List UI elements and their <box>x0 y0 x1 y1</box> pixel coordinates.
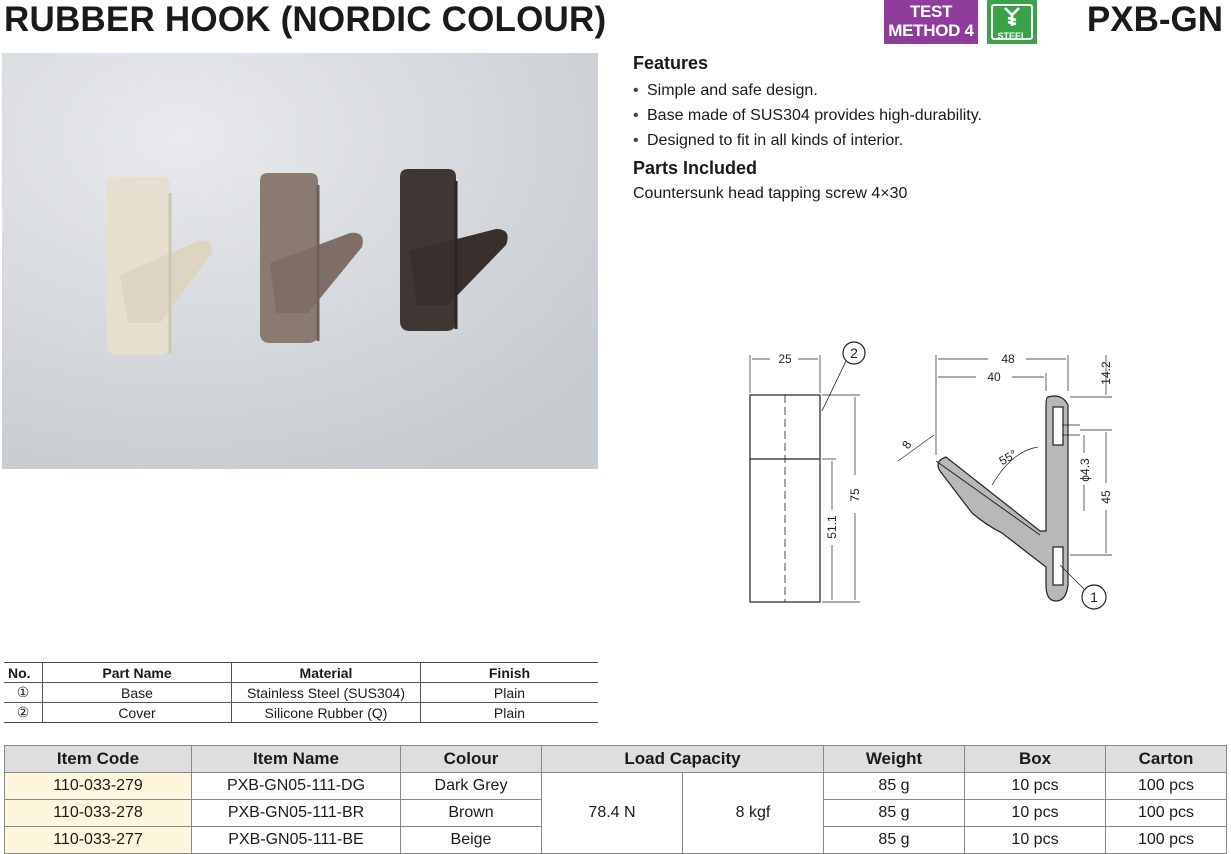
product-photo <box>2 53 598 469</box>
test-badge-line1: TEST <box>909 2 953 21</box>
cell: Silicone Rubber (Q) <box>232 703 421 723</box>
screw-icon <box>1003 5 1021 27</box>
item-colour: Dark Grey <box>401 773 542 800</box>
item-colour: Brown <box>401 800 542 827</box>
feature-item: • Base made of SUS304 provides high-durability. <box>633 107 982 124</box>
cell: Plain <box>421 683 599 703</box>
parts-table-header <box>4 663 598 683</box>
feature-item: • Simple and safe design. <box>633 82 818 99</box>
cell: ② <box>4 703 43 723</box>
item-name: PXB-GN05-111-DG <box>192 773 401 800</box>
col-header: Weight <box>824 746 965 773</box>
item-weight: 85 g <box>824 827 965 854</box>
item-carton: 100 pcs <box>1106 827 1227 854</box>
parts-table <box>4 662 598 723</box>
cell: Base <box>43 683 232 703</box>
table-row <box>4 703 598 723</box>
item-code: 110-033-279 <box>5 773 192 800</box>
model-code: PXB-GN <box>1086 0 1223 39</box>
feature-text: Base made of SUS304 provides high-durability. <box>647 107 982 124</box>
item-box: 10 pcs <box>965 800 1106 827</box>
dim-75: 75 <box>848 488 862 502</box>
item-box: 10 pcs <box>965 827 1106 854</box>
col-header: Box <box>965 746 1106 773</box>
technical-drawing <box>740 335 1130 620</box>
item-name: PXB-GN05-111-BE <box>192 827 401 854</box>
page-title: RUBBER HOOK (NORDIC COLOUR) <box>4 0 607 39</box>
col-header: Carton <box>1106 746 1227 773</box>
callout-1: 1 <box>1090 589 1098 605</box>
item-carton: 100 pcs <box>1106 800 1227 827</box>
dim-45: 45 <box>1099 490 1113 504</box>
dim-4-3: ϕ4.3 <box>1078 458 1092 482</box>
dimension-drawing <box>740 335 1130 615</box>
col-header: Part Name <box>43 663 232 683</box>
table-row <box>4 683 598 703</box>
dim-55: 55° <box>996 446 1020 469</box>
load-newton: 78.4 N <box>542 773 683 854</box>
col-header: Item Code <box>5 746 192 773</box>
dim-25: 25 <box>778 352 792 366</box>
feature-item: • Designed to fit in all kinds of interior. <box>633 132 904 149</box>
items-table <box>4 745 1227 854</box>
item-code: 110-033-277 <box>5 827 192 854</box>
item-weight: 85 g <box>824 773 965 800</box>
load-kgf: 8 kgf <box>683 773 824 854</box>
steel-badge-label: STEEL <box>997 31 1027 41</box>
item-carton: 100 pcs <box>1106 773 1227 800</box>
hooks-illustration <box>2 53 598 469</box>
col-header: Material <box>232 663 421 683</box>
test-badge-line2: METHOD 4 <box>888 21 974 40</box>
dim-48: 48 <box>1001 352 1015 366</box>
item-colour: Beige <box>401 827 542 854</box>
table-row <box>5 773 1227 800</box>
cell: Cover <box>43 703 232 723</box>
dim-51-1: 51.1 <box>825 515 839 539</box>
col-header: Item Name <box>192 746 401 773</box>
col-header: No. <box>4 663 43 683</box>
item-weight: 85 g <box>824 800 965 827</box>
callout-2: 2 <box>850 345 858 361</box>
item-code: 110-033-278 <box>5 800 192 827</box>
item-box: 10 pcs <box>965 773 1106 800</box>
cell: ① <box>4 683 43 703</box>
feature-text: Simple and safe design. <box>647 82 818 99</box>
dim-14-2: 14.2 <box>1099 361 1113 385</box>
dim-40: 40 <box>987 370 1001 384</box>
steel-badge <box>987 0 1037 44</box>
cell: Plain <box>421 703 599 723</box>
item-name: PXB-GN05-111-BR <box>192 800 401 827</box>
col-header: Finish <box>421 663 599 683</box>
parts-included-heading: Parts Included <box>633 158 758 178</box>
test-method-badge <box>884 0 978 44</box>
features-heading: Features <box>633 53 709 73</box>
cell: Stainless Steel (SUS304) <box>232 683 421 703</box>
features-section <box>633 52 1193 205</box>
dim-8: 8 <box>899 437 915 452</box>
items-table-header <box>5 746 1227 773</box>
parts-included-text: Countersunk head tapping screw 4×30 <box>633 185 908 202</box>
col-header: Colour <box>401 746 542 773</box>
feature-text: Designed to fit in all kinds of interior. <box>647 132 904 149</box>
col-header: Load Capacity <box>542 746 824 773</box>
